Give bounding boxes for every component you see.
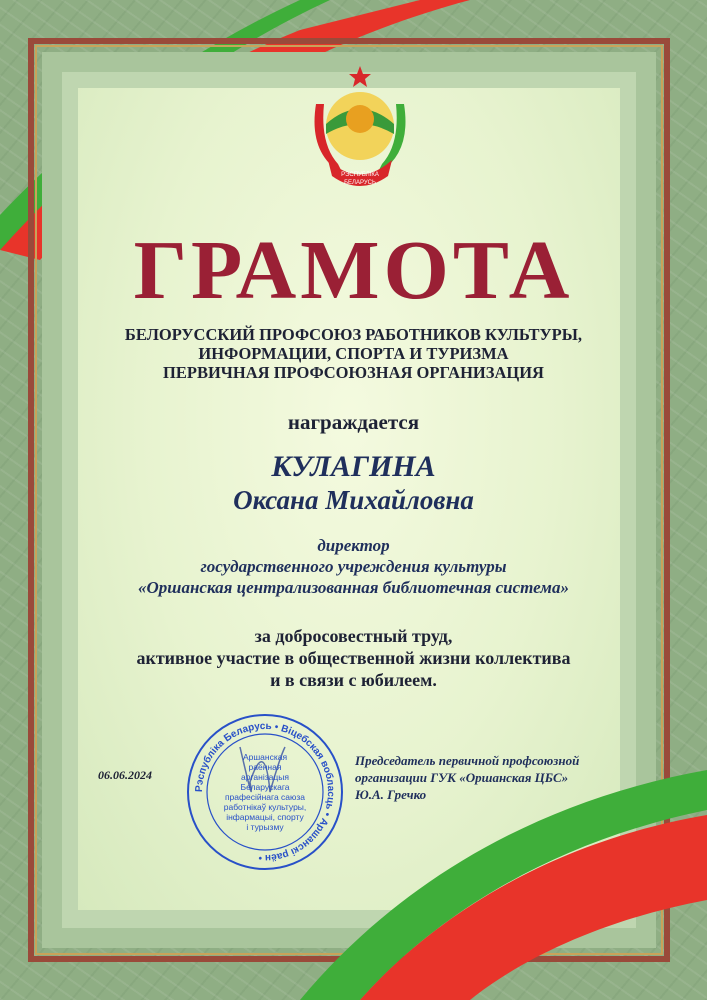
stamp-line: інфармацыі, спорту [226, 812, 304, 822]
reason-line: за добросовестный труд, [254, 626, 453, 646]
svg-text:БЕЛАРУСЬ: БЕЛАРУСЬ [344, 180, 376, 186]
certificate-title: ГРАМОТА [133, 224, 574, 317]
stamp-line: Беларускага [240, 782, 290, 792]
belarus-emblem [298, 64, 422, 194]
organization-line: ИНФОРМАЦИИ, СПОРТА И ТУРИЗМА [198, 344, 509, 363]
awarded-label: награждается [287, 410, 420, 434]
award-date: 06.06.2024 [98, 768, 152, 782]
recipient-position [0, 535, 707, 598]
stamp-line: работнікаў культуры, [223, 802, 307, 812]
signatory-line: Председатель первичной профсоюзной [355, 753, 580, 768]
organization-name [0, 325, 707, 382]
reason-line: активное участие в общественной жизни коллектива [136, 648, 571, 668]
signatory-line: организации ГУК «Оршанская ЦБС» [355, 770, 569, 785]
reason-line: и в связи с юбилеем. [270, 670, 437, 690]
organization-line: БЕЛОРУССКИЙ ПРОФСОЮЗ РАБОТНИКОВ КУЛЬТУРЫ, [124, 325, 583, 344]
stamp-line: раённая [248, 762, 282, 772]
signatory-block [355, 752, 579, 803]
award-reason [0, 625, 707, 691]
stamp-center-text [205, 752, 325, 832]
stamp-line: і турызму [246, 822, 284, 832]
svg-text:РЭСПУБЛІКА: РЭСПУБЛІКА [341, 172, 379, 178]
stamp-line: прафесійнага саюза [224, 792, 306, 802]
stamp-line: арганізацыя [241, 772, 289, 782]
signatory-name: Ю.А. Гречко [355, 787, 427, 802]
stamp-line: Аршанская [242, 752, 288, 762]
recipient-given-name: Оксана Михайловна [233, 485, 474, 515]
position-line: «Оршанская централизованная библиотечная система» [138, 578, 569, 597]
organization-line: ПЕРВИЧНАЯ ПРОФСОЮЗНАЯ ОРГАНИЗАЦИЯ [163, 363, 544, 382]
position-line: государственного учреждения культуры [200, 557, 507, 576]
stamp-ring-text: Рэспубліка Беларусь • Віцебская вобласць • Аршанскі раён • [193, 720, 337, 864]
position-line: директор [317, 536, 390, 555]
recipient-surname: КУЛАГИНА [271, 450, 436, 483]
